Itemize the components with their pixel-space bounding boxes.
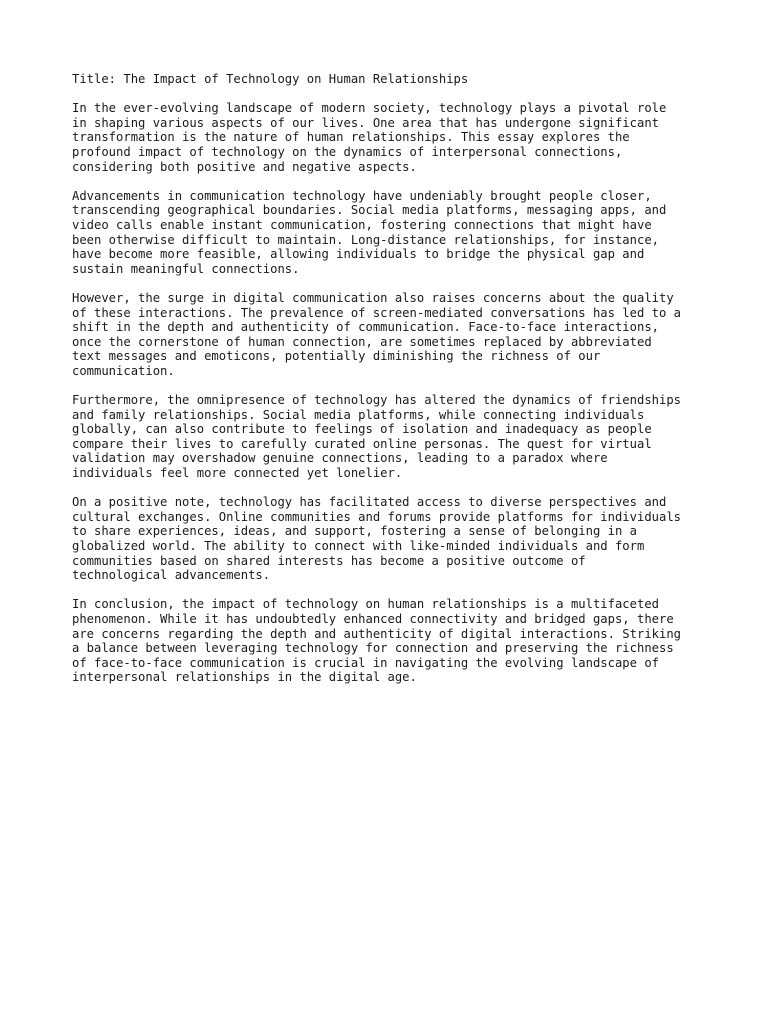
paragraph-line: shift in the depth and authenticity of communication. Face-to-face interactions, (72, 320, 659, 335)
paragraph-line: of face-to-face communication is crucial in navigating the evolving landscape of (72, 655, 659, 670)
paragraph-line: In conclusion, the impact of technology on human relationships is a multifaceted (72, 597, 659, 612)
paragraph-line: and family relationships. Social media platforms, while connecting individuals (72, 407, 645, 422)
paragraph-advancements (72, 189, 712, 277)
paragraph-line: have become more feasible, allowing individuals to bridge the physical gap and (72, 247, 645, 262)
paragraph-line: a balance between leveraging technology for connection and preserving the richness (72, 641, 674, 656)
paragraph-line: On a positive note, technology has facilitated access to diverse perspectives and (72, 495, 667, 510)
paragraph-line: sustain meaningful connections. (72, 261, 300, 276)
paragraph-positive-note (72, 495, 712, 583)
paragraph-line: cultural exchanges. Online communities and forums provide platforms for individuals (72, 509, 682, 524)
paragraph-line: are concerns regarding the depth and authenticity of digital interactions. Striking (72, 626, 682, 641)
paragraph-intro (72, 101, 712, 174)
paragraph-furthermore (72, 393, 712, 481)
paragraph-line: to share experiences, ideas, and support, fostering a sense of belonging in a (72, 524, 637, 539)
paragraph-line: profound impact of technology on the dynamics of interpersonal connections, (72, 144, 623, 159)
paragraph-line: globalized world. The ability to connect with like-minded individuals and form (72, 539, 645, 553)
paragraph-line: communities based on shared interests has become a positive outcome of (72, 553, 586, 568)
paragraph-line: transformation is the nature of human relationships. This essay explores the (72, 130, 630, 145)
paragraph-line: Advancements in communication technology have undeniably brought people closer, (72, 188, 652, 203)
paragraph-line: in shaping various aspects of our lives. One area that has undergone significant (72, 115, 659, 130)
paragraph-line: of these interactions. The prevalence of screen-mediated conversations has led to a (72, 305, 682, 320)
paragraph-line: interpersonal relationships in the digital age. (72, 670, 417, 685)
paragraph-line: text messages and emoticons, potentially diminishing the richness of our (72, 349, 601, 364)
paragraph-concerns (72, 291, 712, 379)
paragraph-line: transcending geographical boundaries. Social media platforms, messaging apps, and (72, 203, 667, 218)
paragraph-line: compare their lives to carefully curated online personas. The quest for virtual (72, 436, 652, 451)
paragraph-line: globally, can also contribute to feelings of isolation and inadequacy as people (72, 422, 652, 437)
paragraph-conclusion (72, 597, 712, 685)
document-page (72, 72, 712, 700)
paragraph-line: phenomenon. While it has undoubtedly enhanced connectivity and bridged gaps, there (72, 611, 674, 626)
paragraph-line: technological advancements. (72, 568, 271, 583)
paragraph-line: However, the surge in digital communication also raises concerns about the quality (72, 290, 674, 305)
paragraph-line: communication. (72, 363, 175, 378)
paragraph-line: considering both positive and negative aspects. (72, 159, 417, 174)
document-title: Title: The Impact of Technology on Human Relationships (72, 72, 469, 86)
paragraph-line: validation may overshadow genuine connections, leading to a paradox where (72, 451, 608, 466)
paragraph-line: video calls enable instant communication, fostering connections that might have (72, 217, 652, 232)
paragraph-line: once the cornerstone of human connection, are sometimes replaced by abbreviated (72, 334, 652, 349)
paragraph-line: In the ever-evolving landscape of modern society, technology plays a pivotal role (72, 101, 667, 116)
paragraph-line: been otherwise difficult to maintain. Long-distance relationships, for instance, (72, 232, 659, 247)
paragraph-line: Furthermore, the omnipresence of technology has altered the dynamics of friendships (72, 393, 682, 408)
paragraph-line: individuals feel more connected yet lonelier. (72, 466, 403, 481)
